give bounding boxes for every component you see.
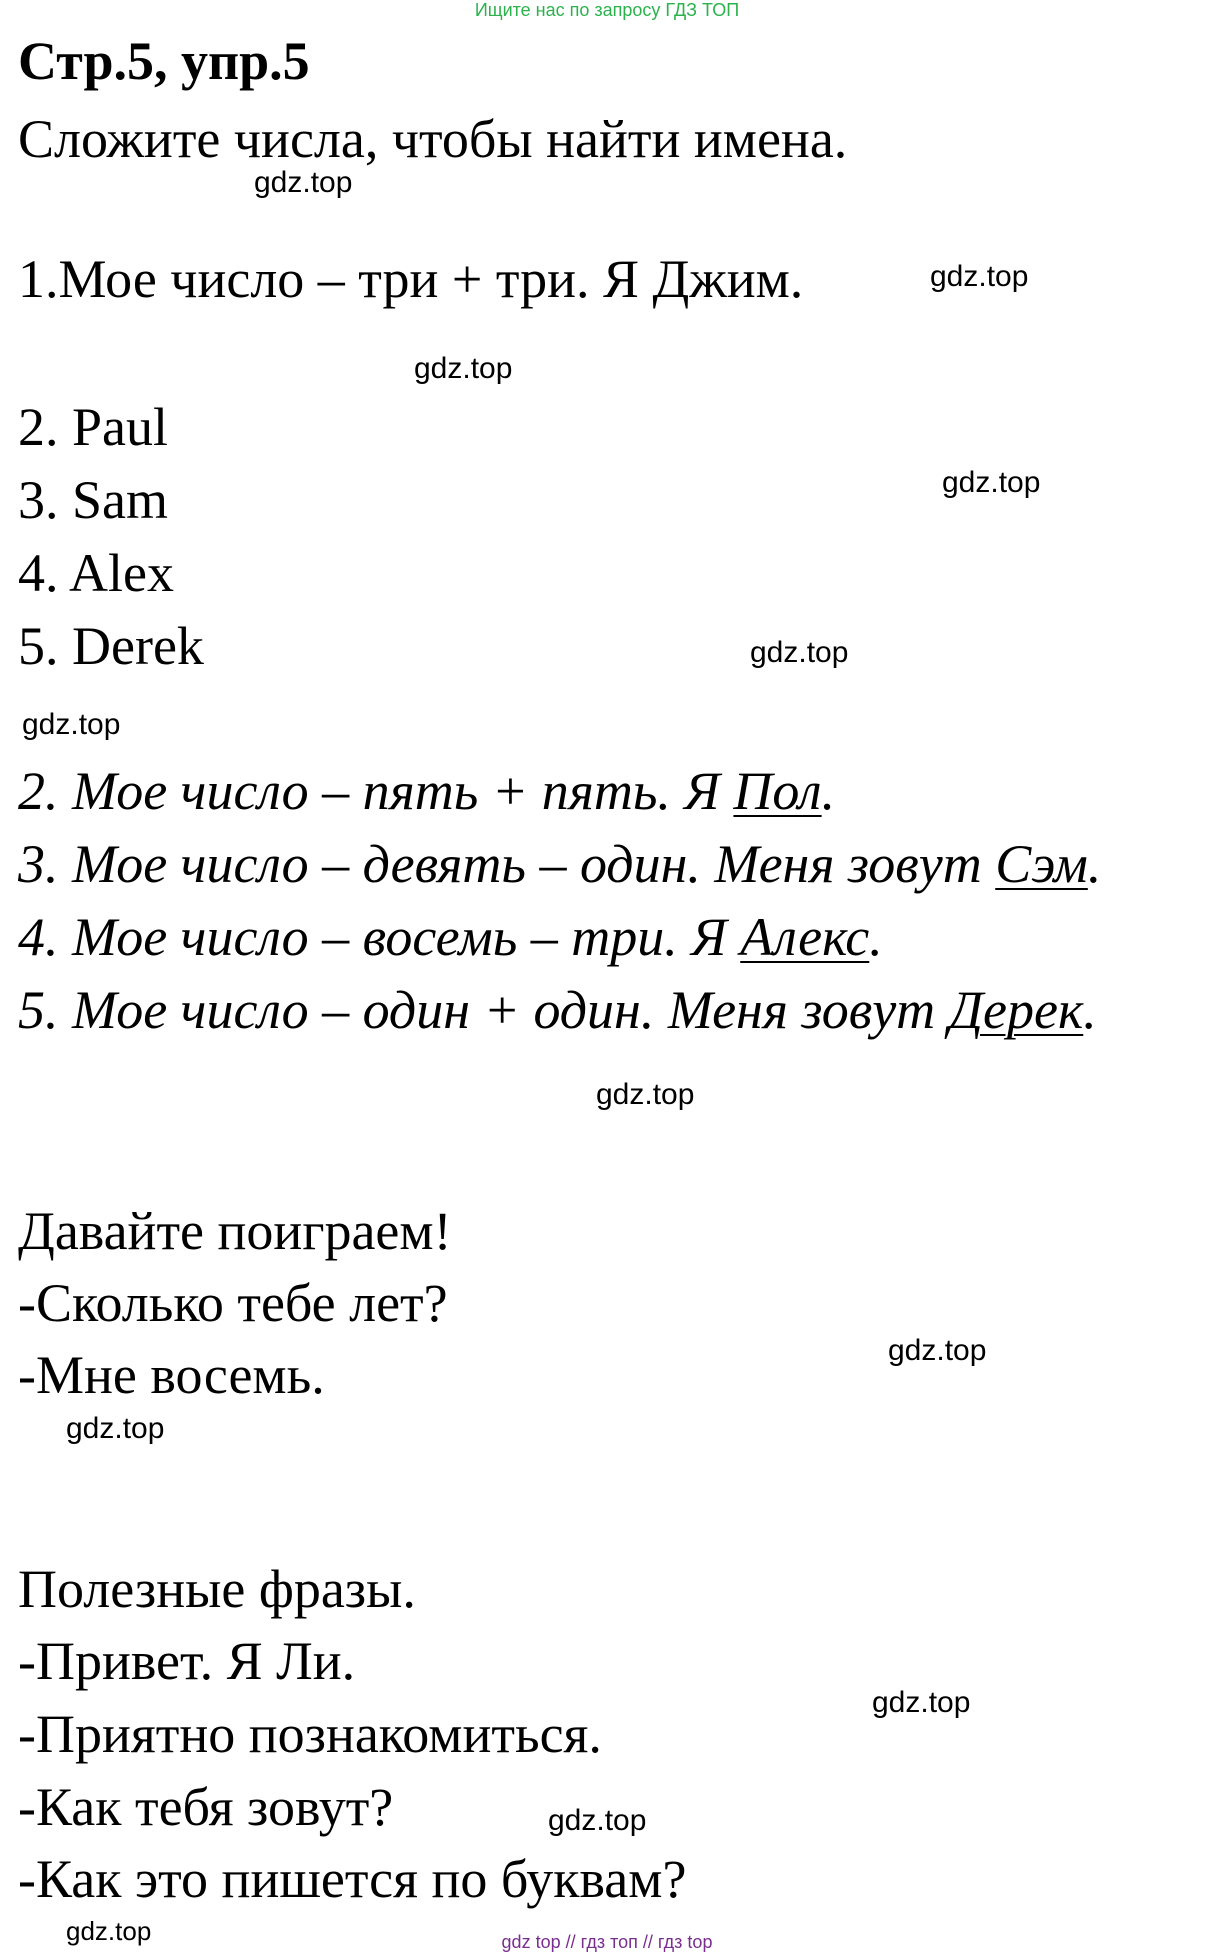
watermark: gdz.top (888, 1334, 987, 1367)
name-item: 4. Alex (18, 543, 174, 603)
watermark: gdz.top (930, 260, 1029, 293)
watermark: gdz.top (872, 1686, 971, 1719)
phrase-line: -Как это пишется по буквам? (18, 1849, 687, 1909)
phrases-heading: Полезные фразы. (18, 1559, 416, 1619)
answer-name: Пол (733, 761, 822, 821)
answer-text: 5. Мое число – один + один. Меня зовут (18, 980, 949, 1040)
answer-line (18, 833, 1101, 895)
answer-name: Дерек (948, 980, 1084, 1040)
watermark: gdz.top (66, 1916, 152, 1946)
watermark: gdz.top (66, 1412, 165, 1445)
bottom-banner: gdz top // гдз топ // гдз top (501, 1932, 713, 1952)
watermark: gdz.top (750, 636, 849, 669)
answer-name: Сэм (995, 834, 1088, 894)
name-item: 5. Derek (18, 616, 204, 676)
watermark: gdz.top (942, 466, 1041, 499)
phrase-line: -Как тебя зовут? (18, 1777, 394, 1837)
watermark: gdz.top (22, 708, 121, 741)
answer-line (18, 979, 1097, 1041)
answer-text: 3. Мое число – девять – один. Меня зовут (18, 834, 996, 894)
answer-line (18, 760, 835, 822)
watermark: gdz.top (596, 1078, 695, 1111)
name-item: 2. Paul (18, 397, 169, 457)
game-heading: Давайте поиграем! (18, 1201, 452, 1261)
example-line: 1.Мое число – три + три. Я Джим. (18, 249, 804, 309)
phrase-line: -Приятно познакомиться. (18, 1704, 602, 1764)
top-banner: Ищите нас по запросу ГДЗ ТОП (474, 0, 740, 20)
game-line: -Сколько тебе лет? (18, 1273, 448, 1333)
answer-line (18, 906, 883, 968)
watermark: gdz.top (254, 166, 353, 199)
instruction-text: Сложите числа, чтобы найти имена. (18, 109, 848, 169)
answer-end: . (1083, 980, 1097, 1040)
game-line: -Мне восемь. (18, 1345, 325, 1405)
answer-text: 4. Мое число – восемь – три. Я (18, 907, 741, 967)
answer-end: . (869, 907, 883, 967)
answer-text: 2. Мое число – пять + пять. Я (18, 761, 734, 821)
watermark: gdz.top (548, 1804, 647, 1837)
phrase-line: -Привет. Я Ли. (18, 1631, 356, 1691)
page-title: Стр.5, упр.5 (18, 31, 310, 91)
answer-end: . (1087, 834, 1102, 894)
name-item: 3. Sam (18, 470, 169, 530)
answer-name: Алекс (740, 907, 870, 967)
answer-end: . (821, 761, 836, 821)
watermark: gdz.top (414, 352, 513, 385)
